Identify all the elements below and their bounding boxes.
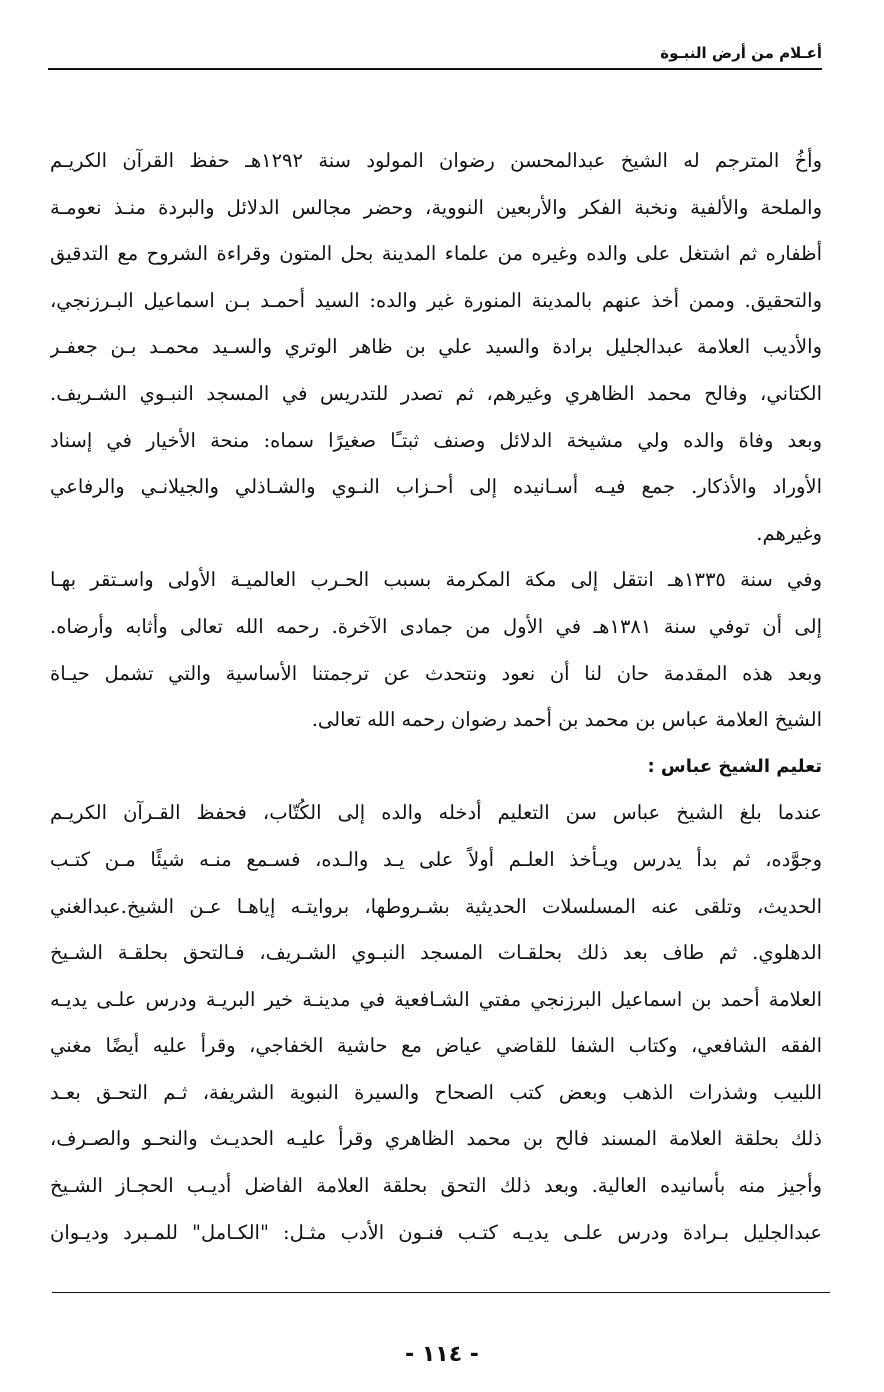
text-line: اللبيب وشذرات الذهب وبعض كتب الصحاح والسيرة النبوية الشريفة، ثـم التحـق بعـد: [50, 1080, 822, 1104]
body-text: [50, 138, 822, 1256]
text-line: وبعد وفاة والده ولي مشيخة الدلائل وصنف ثبتـًا صغيرًا سماه: منحة الأخيار في إسناد: [50, 428, 822, 452]
page-number: - ١١٤ -: [405, 1342, 479, 1367]
text-line: وجوَّده، ثم بدأ يدرس ويـأخذ العلـم أولاً على يـد والـده، فسـمع منـه شيئًا مـن كتـب: [50, 847, 822, 871]
text-line: أظفاره ثم اشتغل على والده وغيره من علماء المدينة بحل المتون وقراءة الشروح مع التدقيق: [50, 242, 822, 266]
text-line: وفي سنة ١٣٣٥هـ انتقل إلى مكة المكرمة بسبب الحـرب العالميـة الأولى واسـتقر بهـا: [50, 568, 822, 592]
text-line: وأجيز منه بأسانيده العالية. وبعد ذلك التحق بحلقة العلامة الفاضل أديـب الحجـاز الشـيخ: [50, 1174, 822, 1198]
text-line: وبعد هذه المقدمة حان لنا أن نعود ونتحدث عن ترجمتنا الأساسية والتي تشمل حيـاة: [50, 661, 822, 685]
text-line: عندما بلغ الشيخ عباس سن التعليم أدخله والده إلى الكُتّاب، فحفظ القـرآن الكريـم: [50, 801, 822, 825]
text-line: العلامة أحمد بن اسماعيل البرزنجي مفتي الشـافعية في مدينـة خير البريـة ودرس علـى يديـه: [50, 987, 822, 1011]
text-line: والملحة والألفية ونخبة الفكر والأربعين النووية، وحضر مجالس الدلائل والبردة منـذ نعومـة: [50, 195, 822, 219]
text-line: الشيخ العلامة عباس بن محمد بن أحمد رضوان رحمه الله تعالى.: [311, 708, 822, 732]
text-line: الكتاني، وفالح محمد الظاهري وغيرهم، ثم تصدر للتدريس في المسجد النبـوي الشـريف.: [50, 381, 822, 405]
text-line: عبدالجليل بـرادة ودرس علـى يديـه كتـب فنـون الأدب مثـل: "الكـامل" للمـبرد وديـوان: [50, 1220, 822, 1244]
text-line: ذلك بحلقة العلامة المسند فالح بن محمد الظاهري وقرأ عليـه الحديـث والنحـو والصـرف،: [50, 1127, 822, 1151]
text-line: إلى أن توفي سنة ١٣٨١هـ في الأول من جمادى الآخرة. رحمه الله تعالى وأثابه وأرضاه.: [50, 614, 822, 638]
running-header-title: أعـلام من أرض النبـوة: [660, 44, 822, 62]
text-line: والتحقيق. وممن أخذ عنهم بالمدينة المنورة غير والده: السيد أحمـد بـن اسماعيل البـرزنجي،: [50, 288, 822, 312]
text-line: الدهلوي. ثم طاف بعد ذلك بحلقـات المسجد النبـوي الشـريف، فـالتحق بحلقـة الشـيخ: [50, 941, 822, 965]
text-line: الحديث، وتلقى عنه المسلسلات الحديثية بشـروطها، بروايتـه إياهـا عـن الشيخ.عبدالغني: [50, 894, 822, 918]
section-heading: تعليم الشيخ عباس :: [647, 755, 822, 777]
text-line: الفقه الشافعي، وكتاب الشفا للقاضي عياض مع حاشية الخفاجي، وقرأ عليه أيضًا مغني: [50, 1034, 822, 1058]
text-line: الأوراد والأذكار. جمع فيـه أسـانيده إلى أحـزاب النـوي والشـاذلي والجيلانـي والرفاعي: [50, 475, 822, 499]
text-line: والأديب العلامة عبدالجليل برادة والسيد علي بن ظاهر الوتري والسـيد محمـد بـن جعفـر: [50, 335, 822, 359]
text-line: وغيرهم.: [756, 521, 822, 545]
footer-rule: [52, 1292, 830, 1293]
header-rule: [48, 68, 822, 70]
text-line: وأخُ المترجم له الشيخ عبدالمحسن رضوان المولود سنة ١٢٩٢هـ حفظ القرآن الكريـم: [50, 149, 822, 172]
